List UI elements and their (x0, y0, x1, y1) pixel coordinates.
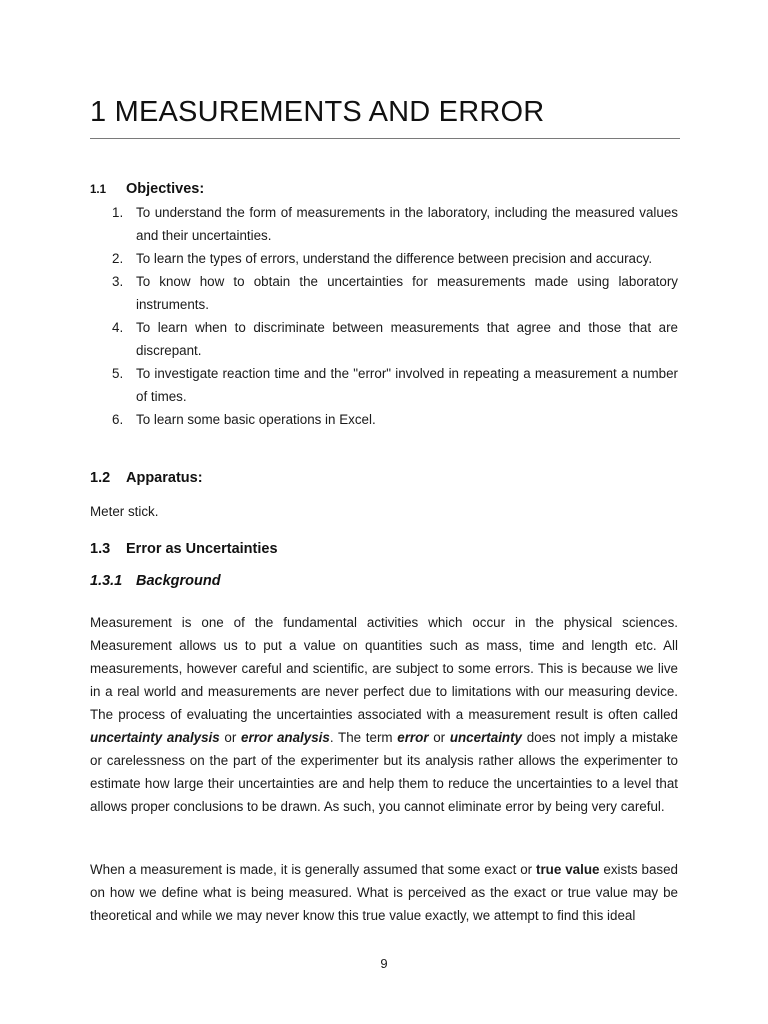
subsection-heading-background (90, 573, 221, 589)
chapter-number: 1 (90, 96, 107, 128)
chapter-title-text: MEASUREMENTS AND ERROR (114, 96, 545, 128)
emphasis-term: uncertainty analysis (90, 730, 220, 745)
section-heading-errors (90, 541, 278, 557)
list-item: 5. To investigate reaction time and the "error" involved in repeating a measurement a number of times. (112, 366, 678, 404)
apparatus-text: Meter stick. (90, 504, 159, 519)
section-title: Background (136, 573, 221, 589)
section-number: 1.2 (90, 470, 111, 486)
emphasis-term: true value (536, 862, 600, 877)
page-number: 9 (380, 956, 388, 971)
section-title: Objectives: (126, 181, 205, 197)
emphasis-term: error (397, 730, 429, 745)
section-number: 1.3 (90, 541, 111, 557)
list-item: 4. To learn when to discriminate between measurements that agree and those that are discrepant. (112, 320, 678, 358)
title-divider (90, 138, 680, 139)
emphasis-term: error analysis (241, 730, 330, 745)
objectives-list (90, 201, 678, 431)
background-paragraph-1: Measurement is one of the fundamental activities which occur in the physical sciences. Measurement allows us to put a value on quantities such as mass, time and length etc. All measurements, however careful and scientific, are subject to some errors. This is because we live in a real world and measurements are never perfect due to limitations with our measuring device. The process of evaluating the uncertainties associated with a measurement result is often called uncertainty analysis or error analysis. The term error or uncertainty does not imply a mistake or carelessness on the part of the experimenter but its analysis rather allows the experimenter to estimate how large their uncertainties are and help them to reduce the uncertainties to a level that allows proper conclusions to be drawn. As such, you cannot eliminate error by being very careful. (90, 615, 678, 814)
section-title: Apparatus: (126, 470, 203, 486)
background-paragraph-2: When a measurement is made, it is generally assumed that some exact or true value exists based on how we define what is being measured. What is perceived as the exact or true value may be theoretical and while we may never know this true value exactly, we attempt to find this ideal (90, 862, 678, 923)
section-number: 1.1 (90, 184, 106, 196)
list-item: 2. To learn the types of errors, understand the difference between precision and accuracy. (112, 251, 653, 266)
list-item: 3. To know how to obtain the uncertainties for measurements made using laboratory instruments. (112, 274, 678, 312)
section-heading-apparatus (90, 470, 203, 486)
section-title: Error as Uncertainties (126, 541, 278, 557)
section-number: 1.3.1 (90, 573, 123, 589)
emphasis-term: uncertainty (449, 730, 523, 745)
list-item: 1. To understand the form of measurements in the laboratory, including the measured values and their uncertainties. (112, 205, 678, 243)
chapter-title (90, 96, 544, 129)
section-heading-objectives (90, 172, 204, 200)
list-item: 6. To learn some basic operations in Excel. (112, 412, 376, 427)
